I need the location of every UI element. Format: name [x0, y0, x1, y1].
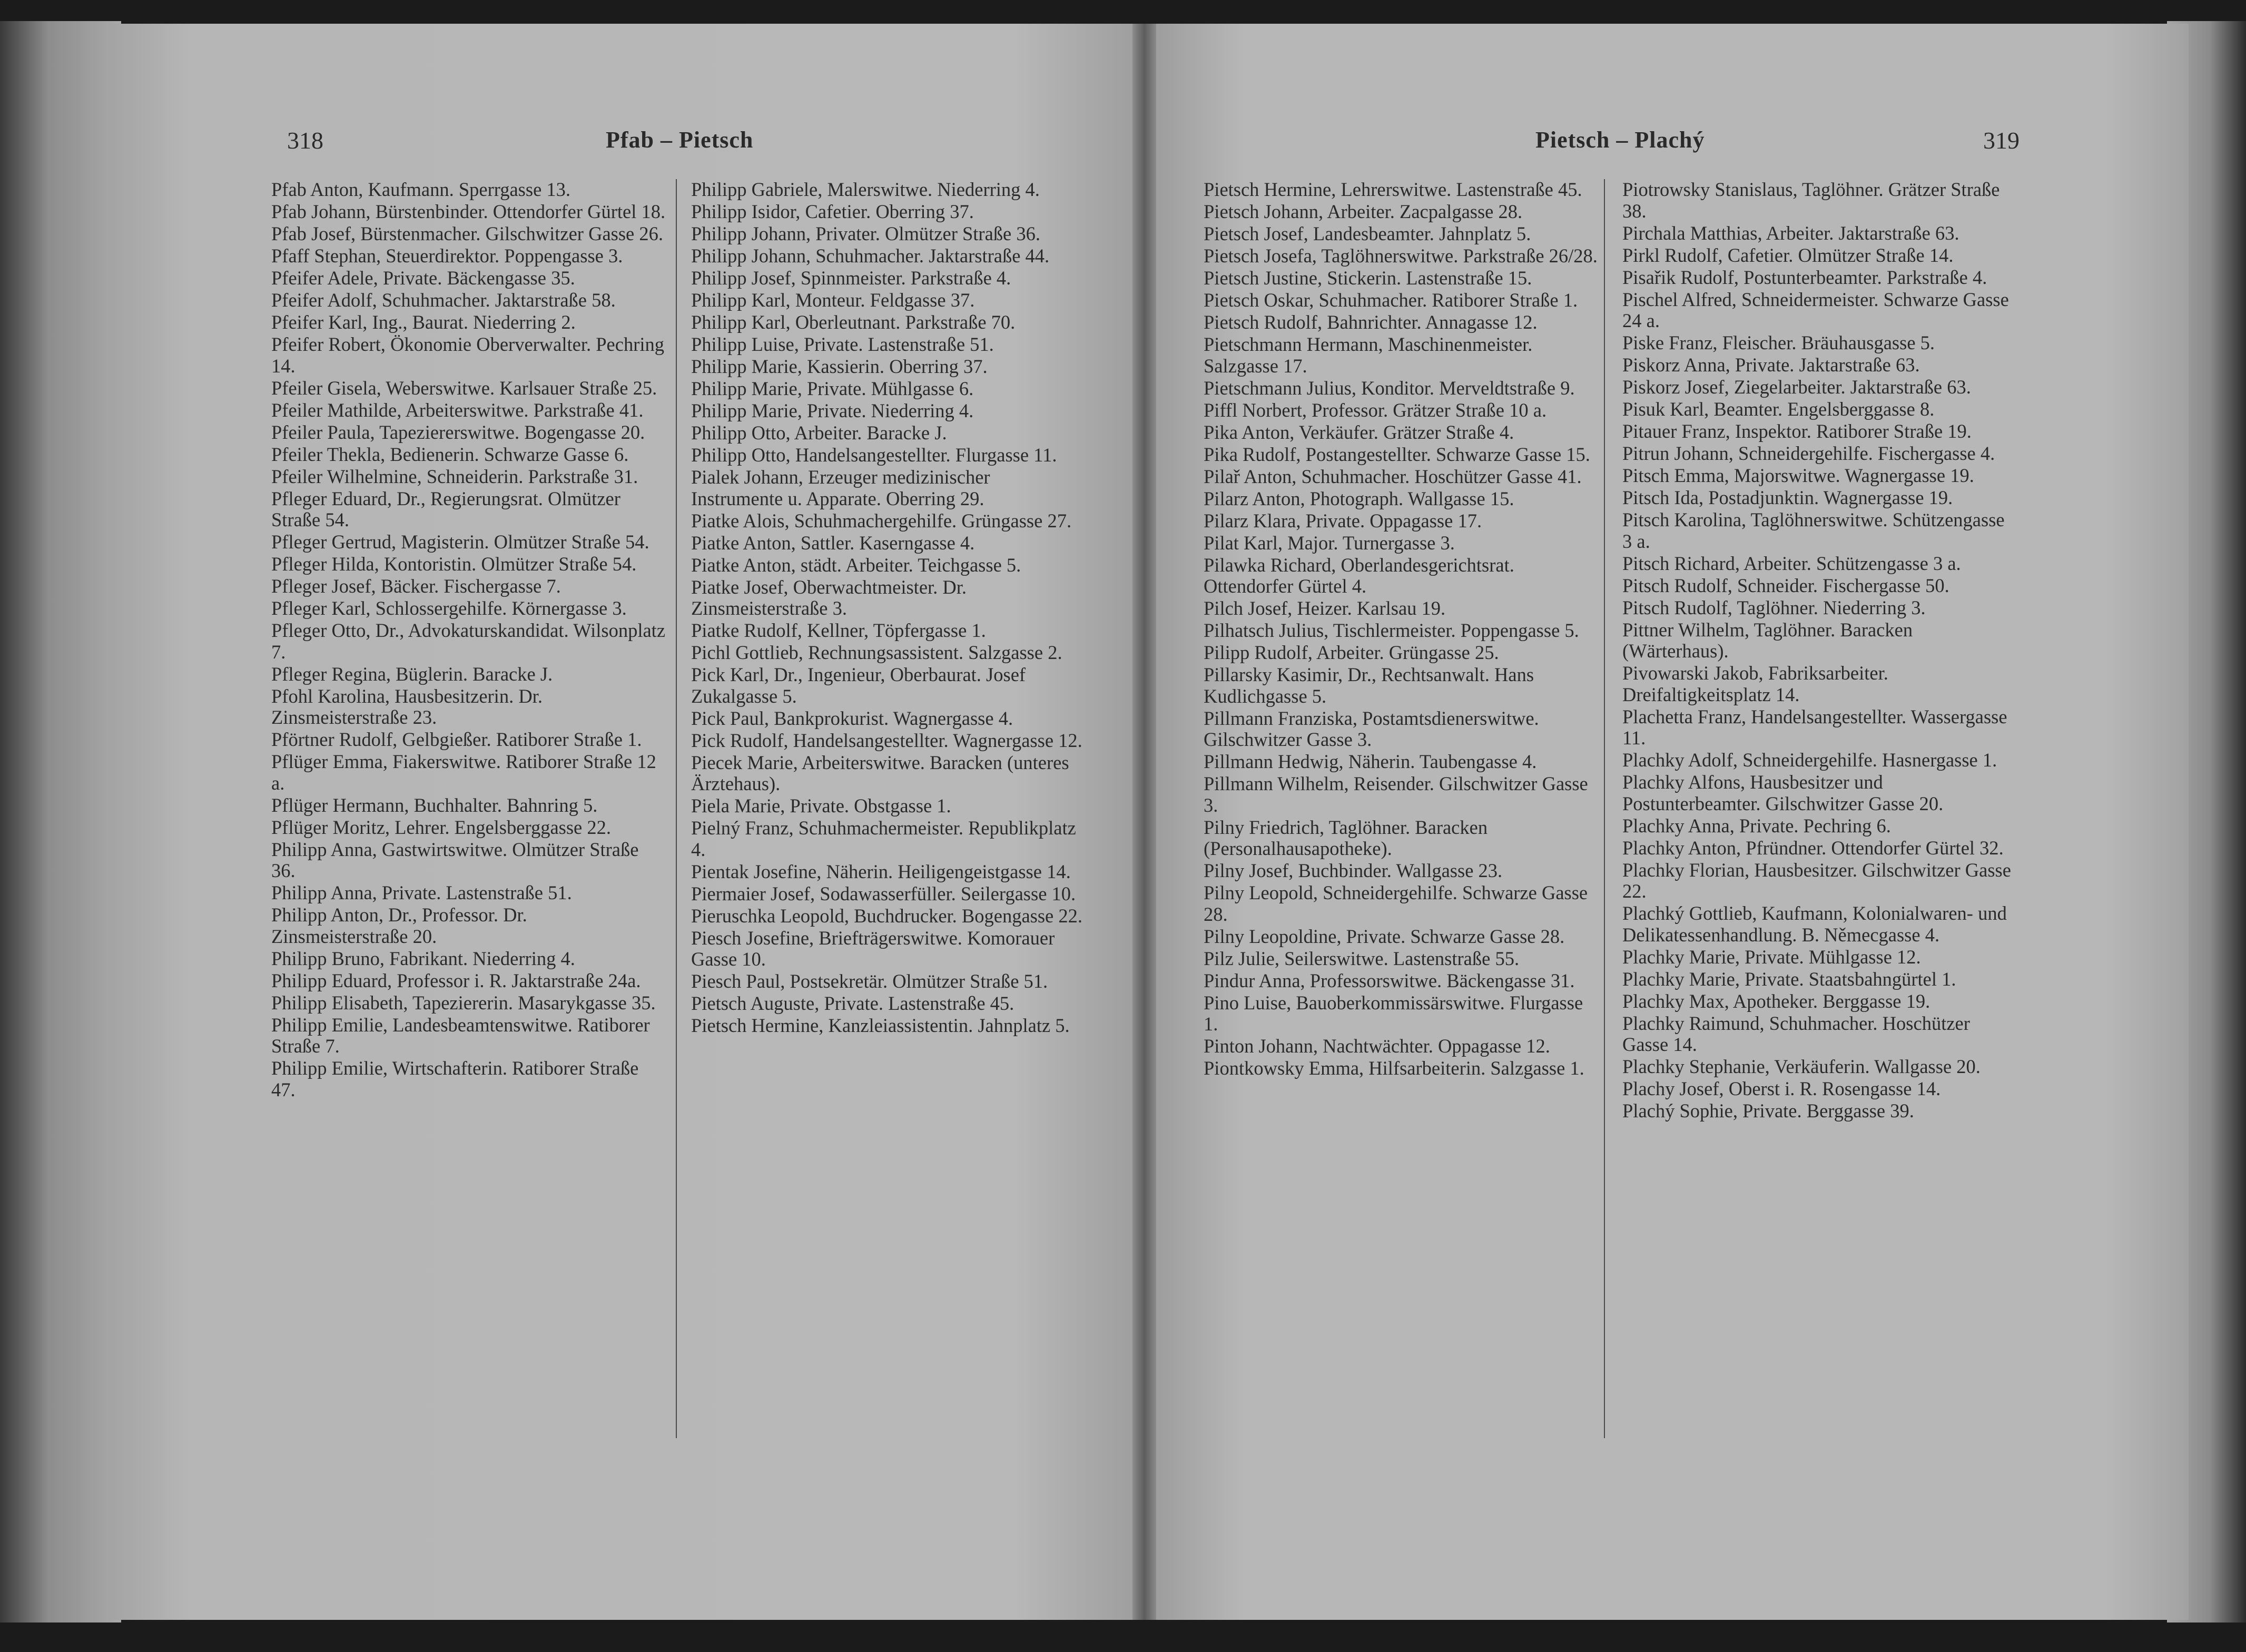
directory-entry: Piela Marie, Private. Obstgasse 1. — [691, 795, 951, 817]
directory-entry: Piatke Alois, Schuhmachergehilfe. Grüngasse 27. — [691, 509, 1072, 532]
directory-entry: Philipp Marie, Kassierin. Oberring 37. — [691, 356, 988, 377]
directory-entry: Pflüger Hermann, Buchhalter. Bahnring 5. — [271, 794, 598, 816]
book-edge-left — [0, 21, 121, 1622]
directory-entry: Philipp Gabriele, Malerswitwe. Niederring 4. — [691, 179, 1040, 200]
directory-entry: Pfab Anton, Kaufmann. Sperrgasse 13. — [271, 179, 571, 200]
directory-entry: Plachky Florian, Hausbesitzer. Gilschwitzer Gasse 22. — [1622, 859, 2011, 902]
directory-entry: Pittner Wilhelm, Taglöhner. Baracken (Wärterhaus). — [1622, 618, 1913, 662]
directory-entry: Pflüger Emma, Fiakerswitwe. Ratiborer Straße 12 a. — [271, 751, 656, 794]
directory-entry: Plachky Alfons, Hausbesitzer und Postunterbeamter. Gilschwitzer Gasse 20. — [1622, 771, 1944, 814]
directory-entry: Pförtner Rudolf, Gelbgießer. Ratiborer Straße 1. — [271, 729, 642, 750]
directory-entry: Pick Paul, Bankprokurist. Wagnergasse 4. — [691, 707, 1013, 729]
directory-entry: Pfleger Eduard, Dr., Regierungsrat. Olmützer Straße 54. — [271, 487, 620, 530]
directory-entry: Pflüger Moritz, Lehrer. Engelsberggasse 22. — [271, 816, 612, 838]
directory-entry: Pfohl Karolina, Hausbesitzerin. Dr. Zinsmeisterstraße 23. — [271, 685, 543, 728]
directory-entry: Pfab Josef, Bürstenmacher. Gilschwitzer Gasse 26. — [271, 223, 664, 244]
directory-entry: Piatke Josef, Oberwachtmeister. Dr. Zinsmeisterstraße 3. — [691, 576, 967, 619]
directory-entry: Pindur Anna, Professorswitwe. Bäckengasse 31. — [1204, 969, 1575, 991]
directory-entry: Pika Anton, Verkäufer. Grätzer Straße 4. — [1204, 421, 1514, 443]
directory-entry: Philipp Anna, Private. Lastenstraße 51. — [271, 882, 572, 903]
directory-entry: Pietsch Josefa, Taglöhnerswitwe. Parkstraße 26/28. — [1204, 245, 1598, 267]
directory-entry: Pisuk Karl, Beamter. Engelsberggasse 8. — [1622, 398, 1935, 420]
directory-entry: Pfleger Regina, Büglerin. Baracke J. — [271, 663, 553, 685]
directory-entry: Pischel Alfred, Schneidermeister. Schwarze Gasse 24 a. — [1622, 288, 2009, 331]
right-running-head: Pietsch – Plachý — [1535, 127, 1705, 153]
directory-entry: Pfleger Karl, Schlossergehilfe. Körnergasse 3. — [271, 597, 627, 619]
directory-entry: Plachý Sophie, Private. Berggasse 39. — [1622, 1100, 1914, 1122]
directory-entry: Pfeiler Thekla, Bedienerin. Schwarze Gasse 6. — [271, 443, 629, 465]
directory-entry: Pinton Johann, Nachtwächter. Oppagasse 12. — [1204, 1035, 1550, 1057]
directory-entry: Plachký Gottlieb, Kaufmann, Kolonialwaren- und Delikatessenhandlung. B. Němecgasse 4. — [1622, 902, 2007, 946]
directory-entry: Piatke Anton, städt. Arbeiter. Teichgasse 5. — [691, 554, 1021, 576]
directory-entry: Piskorz Josef, Ziegelarbeiter. Jaktarstraße 63. — [1622, 376, 1971, 398]
directory-entry: Pilarz Klara, Private. Oppagasse 17. — [1204, 509, 1482, 532]
directory-entry: Philipp Anton, Dr., Professor. Dr. Zinsmeisterstraße 20. — [271, 904, 527, 947]
directory-entry: Pika Rudolf, Postangestellter. Schwarze Gasse 15. — [1204, 443, 1590, 465]
book-gutter — [1132, 24, 1156, 1620]
directory-entry: Pitauer Franz, Inspektor. Ratiborer Straße 19. — [1622, 420, 1972, 442]
directory-entry: Pietschmann Hermann, Maschinenmeister. Salzgasse 17. — [1204, 333, 1533, 377]
directory-entry: Philipp Karl, Monteur. Feldgasse 37. — [691, 289, 975, 311]
directory-entry: Pilipp Rudolf, Arbeiter. Grüngasse 25. — [1204, 642, 1499, 663]
directory-entry: Pfaff Stephan, Steuerdirektor. Poppengasse 3. — [271, 245, 623, 267]
directory-entry: Pillmann Franziska, Postamtsdienerswitwe. Gilschwitzer Gasse 3. — [1204, 707, 1539, 750]
directory-entry: Pfleger Josef, Bäcker. Fischergasse 7. — [271, 575, 561, 597]
directory-entry: Pilhatsch Julius, Tischlermeister. Poppengasse 5. — [1204, 620, 1579, 641]
directory-entry: Pietsch Oskar, Schuhmacher. Ratiborer Straße 1. — [1204, 289, 1578, 311]
directory-entry: Pietsch Rudolf, Bahnrichter. Annagasse 12. — [1204, 311, 1538, 333]
directory-entry: Pitrun Johann, Schneidergehilfe. Fischergasse 4. — [1622, 442, 1995, 464]
left-column-1 — [271, 179, 666, 1102]
directory-entry: Pirkl Rudolf, Cafetier. Olmützer Straße 14. — [1622, 244, 1954, 266]
directory-entry: Pillarsky Kasimir, Dr., Rechtsanwalt. Hans Kudlichgasse 5. — [1204, 664, 1534, 707]
directory-entry: Philipp Isidor, Cafetier. Oberring 37. — [691, 201, 974, 222]
directory-entry: Pilat Karl, Major. Turnergasse 3. — [1204, 532, 1455, 554]
directory-entry: Philipp Emilie, Wirtschafterin. Ratiborer Straße 47. — [271, 1057, 639, 1100]
directory-entry: Plachy Josef, Oberst i. R. Rosengasse 14. — [1622, 1078, 1941, 1099]
directory-entry: Pietsch Hermine, Lehrerswitwe. Lastenstraße 45. — [1204, 179, 1582, 200]
directory-entry: Pfleger Hilda, Kontoristin. Olmützer Straße 54. — [271, 553, 637, 575]
directory-entry: Philipp Otto, Handelsangestellter. Flurgasse 11. — [691, 444, 1057, 466]
right-column-1 — [1204, 179, 1599, 1080]
directory-entry: Piatke Anton, Sattler. Kaserngasse 4. — [691, 532, 975, 554]
directory-entry: Philipp Karl, Oberleutnant. Parkstraße 70. — [691, 311, 1016, 333]
directory-entry: Piontkowsky Emma, Hilfsarbeiterin. Salzgasse 1. — [1204, 1057, 1584, 1079]
directory-entry: Piermaier Josef, Sodawasserfüller. Seilergasse 10. — [691, 882, 1076, 904]
directory-entry: Philipp Elisabeth, Tapeziererin. Masarykgasse 35. — [271, 991, 656, 1014]
directory-entry: Pilarz Anton, Photograph. Wallgasse 15. — [1204, 487, 1514, 509]
directory-entry: Pitsch Rudolf, Taglöhner. Niederring 3. — [1622, 596, 1926, 618]
directory-entry: Pfleger Otto, Dr., Advokaturskandidat. Wilsonplatz 7. — [271, 620, 666, 663]
directory-entry: Philipp Emilie, Landesbeamtenswitwe. Ratiborer Straße 7. — [271, 1014, 650, 1057]
directory-entry: Piotrowsky Stanislaus, Taglöhner. Grätzer Straße 38. — [1622, 179, 2000, 222]
directory-entry: Pfleger Gertrud, Magisterin. Olmützer Straße 54. — [271, 531, 649, 553]
directory-entry: Philipp Marie, Private. Niederring 4. — [691, 400, 974, 421]
directory-entry: Philipp Johann, Privater. Olmützer Straße 36. — [691, 223, 1040, 244]
directory-entry: Piske Franz, Fleischer. Bräuhausgasse 5. — [1622, 332, 1935, 353]
directory-entry: Pietsch Auguste, Private. Lastenstraße 45. — [691, 992, 1014, 1014]
directory-entry: Philipp Luise, Private. Lastenstraße 51. — [691, 333, 994, 355]
directory-entry: Pfeiler Mathilde, Arbeiterswitwe. Parkstraße 41. — [271, 399, 644, 421]
directory-entry: Piesch Paul, Postsekretär. Olmützer Straße 51. — [691, 970, 1048, 992]
directory-entry: Plachky Stephanie, Verkäuferin. Wallgasse 20. — [1622, 1056, 1981, 1077]
directory-entry: Pfeiler Gisela, Weberswitwe. Karlsauer Straße 25. — [271, 377, 657, 399]
directory-entry: Pilař Anton, Schuhmacher. Hoschützer Gasse 41. — [1204, 465, 1582, 487]
directory-entry: Pfeifer Adele, Private. Bäckengasse 35. — [271, 267, 575, 289]
directory-entry: Pichl Gottlieb, Rechnungsassistent. Salzgasse 2. — [691, 642, 1062, 663]
directory-entry: Pitsch Richard, Arbeiter. Schützengasse 3 a. — [1622, 552, 1961, 574]
directory-entry: Pieruschka Leopold, Buchdrucker. Bogengasse 22. — [691, 904, 1083, 927]
directory-entry: Piatke Rudolf, Kellner, Töpfergasse 1. — [691, 620, 986, 641]
directory-entry: Pilz Julie, Seilerswitwe. Lastenstraße 55. — [1204, 947, 1520, 969]
directory-entry: Plachky Marie, Private. Staatsbahngürtel 1. — [1622, 968, 1956, 990]
directory-entry: Plachetta Franz, Handelsangestellter. Wassergasse 11. — [1622, 705, 2007, 749]
left-column-2 — [691, 179, 1086, 1037]
directory-entry: Pfeifer Adolf, Schuhmacher. Jaktarstraße 58. — [271, 289, 616, 311]
directory-entry: Pivowarski Jakob, Fabriksarbeiter. Dreifaltigkeitsplatz 14. — [1622, 662, 1888, 705]
directory-entry: Pfeiler Wilhelmine, Schneiderin. Parkstraße 31. — [271, 465, 638, 487]
right-column-2 — [1622, 179, 2017, 1123]
right-page-number: 319 — [1983, 127, 2020, 154]
directory-entry: Pfeifer Robert, Ökonomie Oberverwalter. Pechring 14. — [271, 333, 664, 377]
directory-entry: Pillmann Wilhelm, Reisender. Gilschwitzer Gasse 3. — [1204, 773, 1588, 816]
directory-entry: Piffl Norbert, Professor. Grätzer Straße 10 a. — [1204, 399, 1547, 421]
directory-entry: Philipp Bruno, Fabrikant. Niederring 4. — [271, 947, 575, 969]
directory-entry: Pfeiler Paula, Tapeziererswitwe. Bogengasse 20. — [271, 421, 645, 443]
directory-entry: Pilny Leopold, Schneidergehilfe. Schwarze Gasse 28. — [1204, 882, 1588, 925]
directory-entry: Plachky Max, Apotheker. Berggasse 19. — [1622, 990, 1930, 1012]
directory-entry: Pilny Josef, Buchbinder. Wallgasse 23. — [1204, 860, 1503, 881]
directory-entry: Pialek Johann, Erzeuger medizinischer Instrumente u. Apparate. Oberring 29. — [691, 466, 990, 509]
directory-entry: Philipp Eduard, Professor i. R. Jaktarstraße 24a. — [271, 969, 641, 991]
directory-entry: Pitsch Emma, Majorswitwe. Wagnergasse 19. — [1622, 465, 1974, 486]
directory-entry: Pick Rudolf, Handelsangestellter. Wagnergasse 12. — [691, 729, 1082, 751]
directory-entry: Piecek Marie, Arbeiterswitwe. Baracken (unteres Ärztehaus). — [691, 751, 1069, 794]
directory-entry: Pielný Franz, Schuhmachermeister. Republikplatz 4. — [691, 817, 1076, 860]
directory-entry: Pietsch Josef, Landesbeamter. Jahnplatz 5. — [1204, 223, 1531, 244]
directory-entry: Plachky Anna, Private. Pechring 6. — [1622, 814, 1891, 837]
column-rule-left — [676, 179, 677, 1438]
directory-entry: Piesch Josefine, Briefträgerswitwe. Komorauer Gasse 10. — [691, 927, 1055, 970]
directory-entry: Philipp Marie, Private. Mühlgasse 6. — [691, 378, 974, 399]
directory-entry: Pilny Leopoldine, Private. Schwarze Gasse 28. — [1204, 925, 1565, 947]
directory-entry: Pietschmann Julius, Konditor. Merveldtstraße 9. — [1204, 377, 1575, 399]
directory-entry: Pfab Johann, Bürstenbinder. Ottendorfer Gürtel 18. — [271, 201, 666, 222]
directory-entry: Pientak Josefine, Näherin. Heiligengeistgasse 14. — [691, 860, 1071, 882]
directory-entry: Pilawka Richard, Oberlandesgerichtsrat. Ottendorfer Gürtel 4. — [1204, 554, 1514, 597]
directory-entry: Pietsch Johann, Arbeiter. Zacpalgasse 28. — [1204, 201, 1523, 222]
directory-entry: Pilny Friedrich, Taglöhner. Baracken (Personalhausapotheke). — [1204, 816, 1488, 859]
directory-entry: Philipp Anna, Gastwirtswitwe. Olmützer Straße 36. — [271, 838, 639, 881]
directory-entry: Philipp Johann, Schuhmacher. Jaktarstraße 44. — [691, 245, 1050, 267]
directory-entry: Pick Karl, Dr., Ingenieur, Oberbaurat. Josef Zukalgasse 5. — [691, 664, 1026, 707]
directory-entry: Pietsch Hermine, Kanzleiassistentin. Jahnplatz 5. — [691, 1015, 1070, 1036]
directory-entry: Pfeifer Karl, Ing., Baurat. Niederring 2. — [271, 311, 576, 333]
directory-entry: Pitsch Karolina, Taglöhnerswitwe. Schützengasse 3 a. — [1622, 509, 2005, 552]
directory-entry: Pitsch Rudolf, Schneider. Fischergasse 50. — [1622, 574, 1949, 596]
directory-entry: Plachky Raimund, Schuhmacher. Hoschützer Gasse 14. — [1622, 1012, 1970, 1055]
directory-entry: Pilch Josef, Heizer. Karlsau 19. — [1204, 597, 1446, 619]
directory-entry: Pirchala Matthias, Arbeiter. Jaktarstraße 63. — [1622, 222, 1959, 244]
directory-entry: Plachky Marie, Private. Mühlgasse 12. — [1622, 946, 1921, 968]
directory-entry: Philipp Josef, Spinnmeister. Parkstraße 4. — [691, 267, 1011, 289]
directory-entry: Plachky Adolf, Schneidergehilfe. Hasnergasse 1. — [1622, 749, 1997, 771]
left-page-number: 318 — [287, 127, 323, 154]
directory-entry: Pillmann Hedwig, Näherin. Taubengasse 4. — [1204, 751, 1537, 772]
directory-entry: Piskorz Anna, Private. Jaktarstraße 63. — [1622, 354, 1920, 376]
directory-entry: Pino Luise, Bauoberkommissärswitwe. Flurgasse 1. — [1204, 991, 1583, 1035]
directory-entry: Pietsch Justine, Stickerin. Lastenstraße 15. — [1204, 267, 1532, 289]
column-rule-right — [1604, 179, 1605, 1438]
directory-entry: Pitsch Ida, Postadjunktin. Wagnergasse 19. — [1622, 487, 1953, 508]
directory-entry: Plachky Anton, Pfründner. Ottendorfer Gürtel 32. — [1622, 837, 2004, 859]
left-running-head: Pfab – Pietsch — [606, 127, 754, 153]
directory-entry: Pisařik Rudolf, Postunterbeamter. Parkstraße 4. — [1622, 266, 1987, 288]
directory-entry: Philipp Otto, Arbeiter. Baracke J. — [691, 422, 947, 444]
